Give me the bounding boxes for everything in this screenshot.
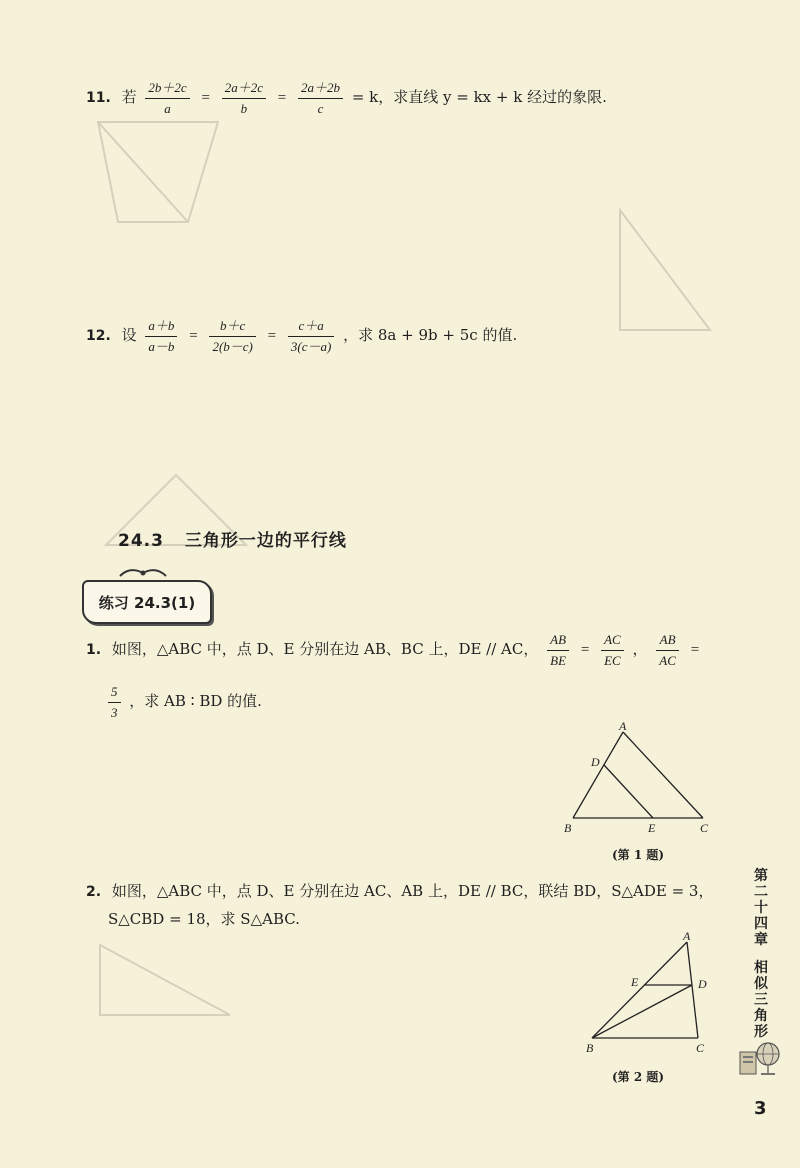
vertex-label-d: D xyxy=(591,755,600,769)
numerator: b＋c xyxy=(209,318,255,337)
vertex-label-d: D xyxy=(698,977,707,991)
denominator: EC xyxy=(604,652,621,668)
fraction xyxy=(298,80,343,116)
exercise-question-2 xyxy=(86,882,736,901)
vertex-label-a: A xyxy=(683,929,691,943)
side-ab xyxy=(592,942,687,1038)
exercise-question-1-cont xyxy=(104,684,262,720)
vertex-label-b: B xyxy=(586,1041,594,1055)
figure-1-caption: (第 1 题) xyxy=(612,848,665,862)
figure-1-triangle xyxy=(556,720,726,840)
chapter-label xyxy=(748,868,774,948)
fraction xyxy=(656,632,679,668)
section-name: 三角形一边的平行线 xyxy=(184,531,347,551)
problem-11 xyxy=(86,80,607,116)
denominator: a xyxy=(164,100,171,116)
side-tab-char: 章 xyxy=(754,932,768,948)
bleed-through-figure xyxy=(88,112,228,232)
question-text-line-2: S△CBD = 18，求 S△ABC. xyxy=(108,910,300,928)
side-tab-char: 十 xyxy=(754,900,768,916)
vertex-label-e: E xyxy=(648,821,656,835)
equals-sign: = xyxy=(267,328,277,345)
numerator: a＋b xyxy=(145,318,177,337)
fraction xyxy=(108,684,121,720)
segment-bd xyxy=(592,985,692,1038)
numerator: AC xyxy=(601,632,624,651)
fraction xyxy=(145,80,189,116)
vertex-label-b: B xyxy=(564,821,572,835)
exercise-question-1 xyxy=(86,632,736,668)
side-tab-char: 二 xyxy=(754,884,768,900)
problem-lead: 设 xyxy=(121,326,137,345)
chapter-title xyxy=(748,960,774,1040)
equals-sign: = xyxy=(580,642,590,659)
numerator: 2a＋2c xyxy=(222,80,266,99)
denominator: 3 xyxy=(111,704,118,720)
question-tail: ，求 AB ∶ BD 的值. xyxy=(129,692,262,711)
question-text-line-1: 如图，△ABC 中，点 D、E 分别在边 AC、AB 上，DE // BC，联结 BD，S△ADE = 3， xyxy=(111,882,714,900)
numerator: 2a＋2b xyxy=(298,80,343,99)
fraction xyxy=(547,632,569,668)
section-number: 24.3 xyxy=(118,531,164,551)
side-tab-char: 三 xyxy=(754,992,768,1008)
vertex-label-a: A xyxy=(619,720,627,733)
denominator: c xyxy=(317,100,324,116)
vertex-label-c: C xyxy=(700,821,709,835)
vertex-label-e: E xyxy=(631,975,639,989)
equals-sign: = xyxy=(690,642,700,659)
bleed-through-figure xyxy=(610,200,720,340)
side-tab-char: 四 xyxy=(754,916,768,932)
figure-2-caption: (第 2 题) xyxy=(612,1070,665,1084)
problem-lead: 若 xyxy=(121,88,137,107)
fraction xyxy=(222,80,266,116)
side-tab-char: 相 xyxy=(754,960,768,976)
denominator: b xyxy=(240,100,248,116)
denominator: a－b xyxy=(148,338,175,354)
fraction xyxy=(288,318,334,354)
side-ac xyxy=(687,942,698,1038)
problem-12 xyxy=(86,318,517,354)
bleed-through-figure xyxy=(90,935,240,1025)
equals-sign: = xyxy=(277,90,287,107)
ornament-icon xyxy=(118,566,168,580)
question-number: 1. xyxy=(86,642,102,659)
side-ac xyxy=(623,732,703,818)
page-number: 3 xyxy=(754,1098,767,1119)
fraction xyxy=(209,318,255,354)
numerator: 2b＋2c xyxy=(145,80,189,99)
vertex-label-c: C xyxy=(696,1041,705,1055)
denominator: 3(c－a) xyxy=(290,338,332,354)
separator: ， xyxy=(632,640,648,659)
problem-number: 12. xyxy=(86,328,111,345)
numerator: 5 xyxy=(108,684,121,703)
denominator: AC xyxy=(659,652,676,668)
segment-de xyxy=(604,765,653,818)
side-tab-char: 形 xyxy=(754,1024,768,1040)
figure-2-triangle xyxy=(580,926,720,1058)
exercise-badge: 练习 24.3(1) xyxy=(82,580,212,624)
problem-tail: ，求 8a + 9b + 5c 的值. xyxy=(343,326,518,345)
side-tab-char: 第 xyxy=(754,868,768,884)
section-title xyxy=(118,526,347,551)
problem-tail: = k，求直线 y = kx + k 经过的象限. xyxy=(351,88,607,107)
problem-number: 11. xyxy=(86,90,111,107)
numerator: AB xyxy=(547,632,569,651)
denominator: 2(b－c) xyxy=(212,338,253,354)
numerator: c＋a xyxy=(288,318,334,337)
side-tab-char: 似 xyxy=(754,976,768,992)
numerator: AB xyxy=(656,632,679,651)
equals-sign: = xyxy=(201,90,210,107)
chapter-side-tab xyxy=(748,868,774,1040)
equals-sign: = xyxy=(189,328,198,345)
exercise-question-2-cont xyxy=(108,910,300,928)
fraction xyxy=(145,318,177,354)
denominator: BE xyxy=(550,652,567,668)
fraction xyxy=(601,632,624,668)
question-number: 2. xyxy=(86,884,102,900)
question-text: 如图，△ABC 中，点 D、E 分别在边 AB、BC 上，DE // AC， xyxy=(111,640,539,659)
side-tab-char: 角 xyxy=(754,1008,768,1024)
globe-icon xyxy=(738,1038,784,1078)
side-ab xyxy=(573,732,623,818)
